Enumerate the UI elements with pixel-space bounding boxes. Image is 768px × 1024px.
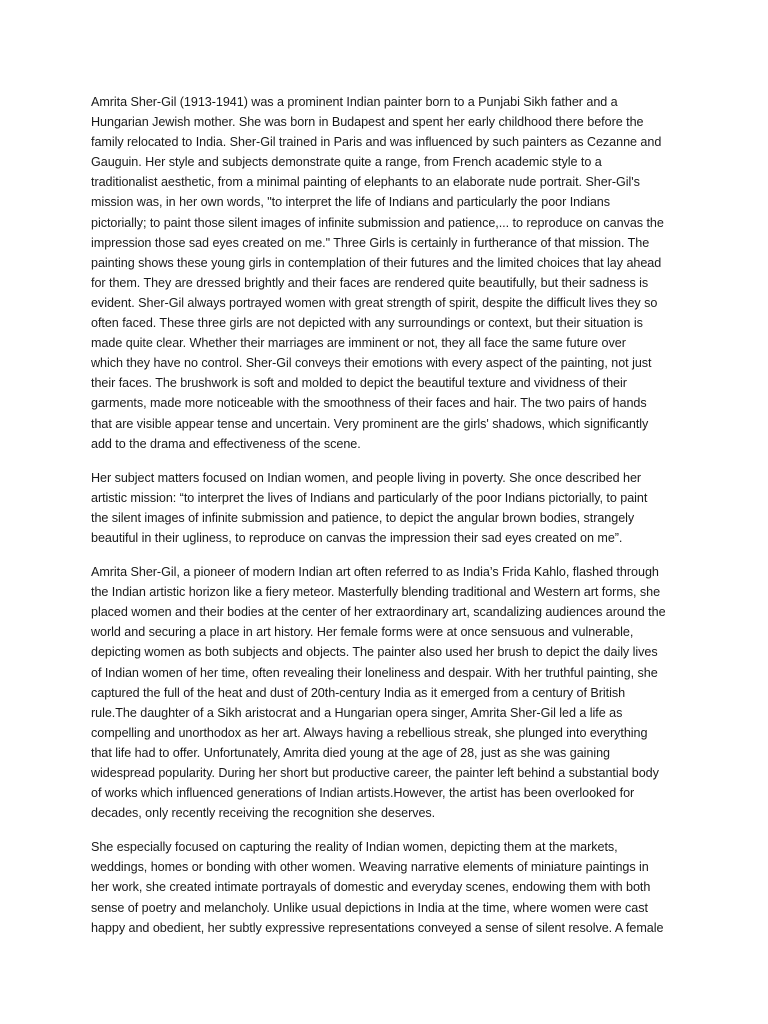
document-body — [91, 92, 681, 952]
paragraph-4: She especially focused on capturing the reality of Indian women, depicting them at the markets, weddings, homes or bonding with other women. Weaving narrative elements of miniature paintings in her work, she created intimate portrayals of domestic and everyday scenes, endowing them with both sense of poetry and melancholy. Unlike usual depictions in India at the time, where women were cast happy and obedient, her subtly expressive representations conveyed a sense of silent resolve. A female — [91, 840, 664, 935]
paragraph-2: Her subject matters focused on Indian women, and people living in poverty. She once described her artistic mission: “to interpret the lives of Indians and particularly of the poor Indians pictorially, to paint the silent images of infinite submission and patience, to depict the angular brown bodies, strangely beautiful in their ugliness, to reproduce on canvas the impression their sad eyes created on me”. — [91, 470, 648, 545]
paragraph-1: Amrita Sher-Gil (1913-1941) was a prominent Indian painter born to a Punjabi Sikh father and a Hungarian Jewish mother. She was born in Budapest and spent her early childhood there before the family relocated to India. Sher-Gil trained in Paris and was influenced by such painters as Cezanne and Gauguin. Her style and subjects demonstrate quite a range, from French academic style to a traditionalist aesthetic, from a minimal painting of elephants to an elaborate nude portrait. Sher-Gil's mission was, in her own words, "to interpret the life of Indians and particularly the poor Indians pictorially; to paint those silent images of infinite submission and patience,... to reproduce on canvas the impression those sad eyes created on me." Three Girls is certainly in furtherance of that mission. The painting shows these young girls in contemplation of their futures and the limited choices that lay ahead for them. They are dressed brightly and their faces are rendered quite beautifully, but their sadness is evident. Sher-Gil always portrayed women with great strength of spirit, despite the difficult lives they so often faced. These three girls are not depicted with any surroundings or context, but their situation is made quite clear. Whether their marriages are imminent or not, they all face the same future over which they have no control. Sher-Gil conveys their emotions with every aspect of the painting, not just their faces. The brushwork is soft and molded to depict the beautiful texture and vividness of their garments, made more noticeable with the smoothness of their faces and hair. The two pairs of hands that are visible appear tense and uncertain. Very prominent are the girls' shadows, which significantly add to the drama and effectiveness of the scene. — [91, 95, 664, 451]
paragraph-3: Amrita Sher-Gil, a pioneer of modern Indian art often referred to as India’s Frida Kahlo, flashed through the Indian artistic horizon like a fiery meteor. Masterfully blending traditional and Western art forms, she placed women and their bodies at the center of her extraordinary art, scandalizing audiences around the world and securing a place in art history. Her female forms were at once sensuous and vulnerable, depicting women as both subjects and objects. The painter also used her brush to depict the daily lives of Indian women of her time, often revealing their loneliness and despair. With her truthful painting, she captured the full of the heat and dust of 20th-century India as it emerged from a century of British rule.The daughter of a Sikh aristocrat and a Hungarian opera singer, Amrita Sher-Gil led a life as compelling and unorthodox as her art. Always having a rebellious streak, she plunged into everything that life had to offer. Unfortunately, Amrita died young at the age of 28, just as she was gaining widespread popularity. During her short but productive career, the painter left behind a substantial body of works which influenced generations of Indian artists.However, the artist has been overlooked for decades, only recently receiving the recognition she deserves. — [91, 565, 666, 821]
